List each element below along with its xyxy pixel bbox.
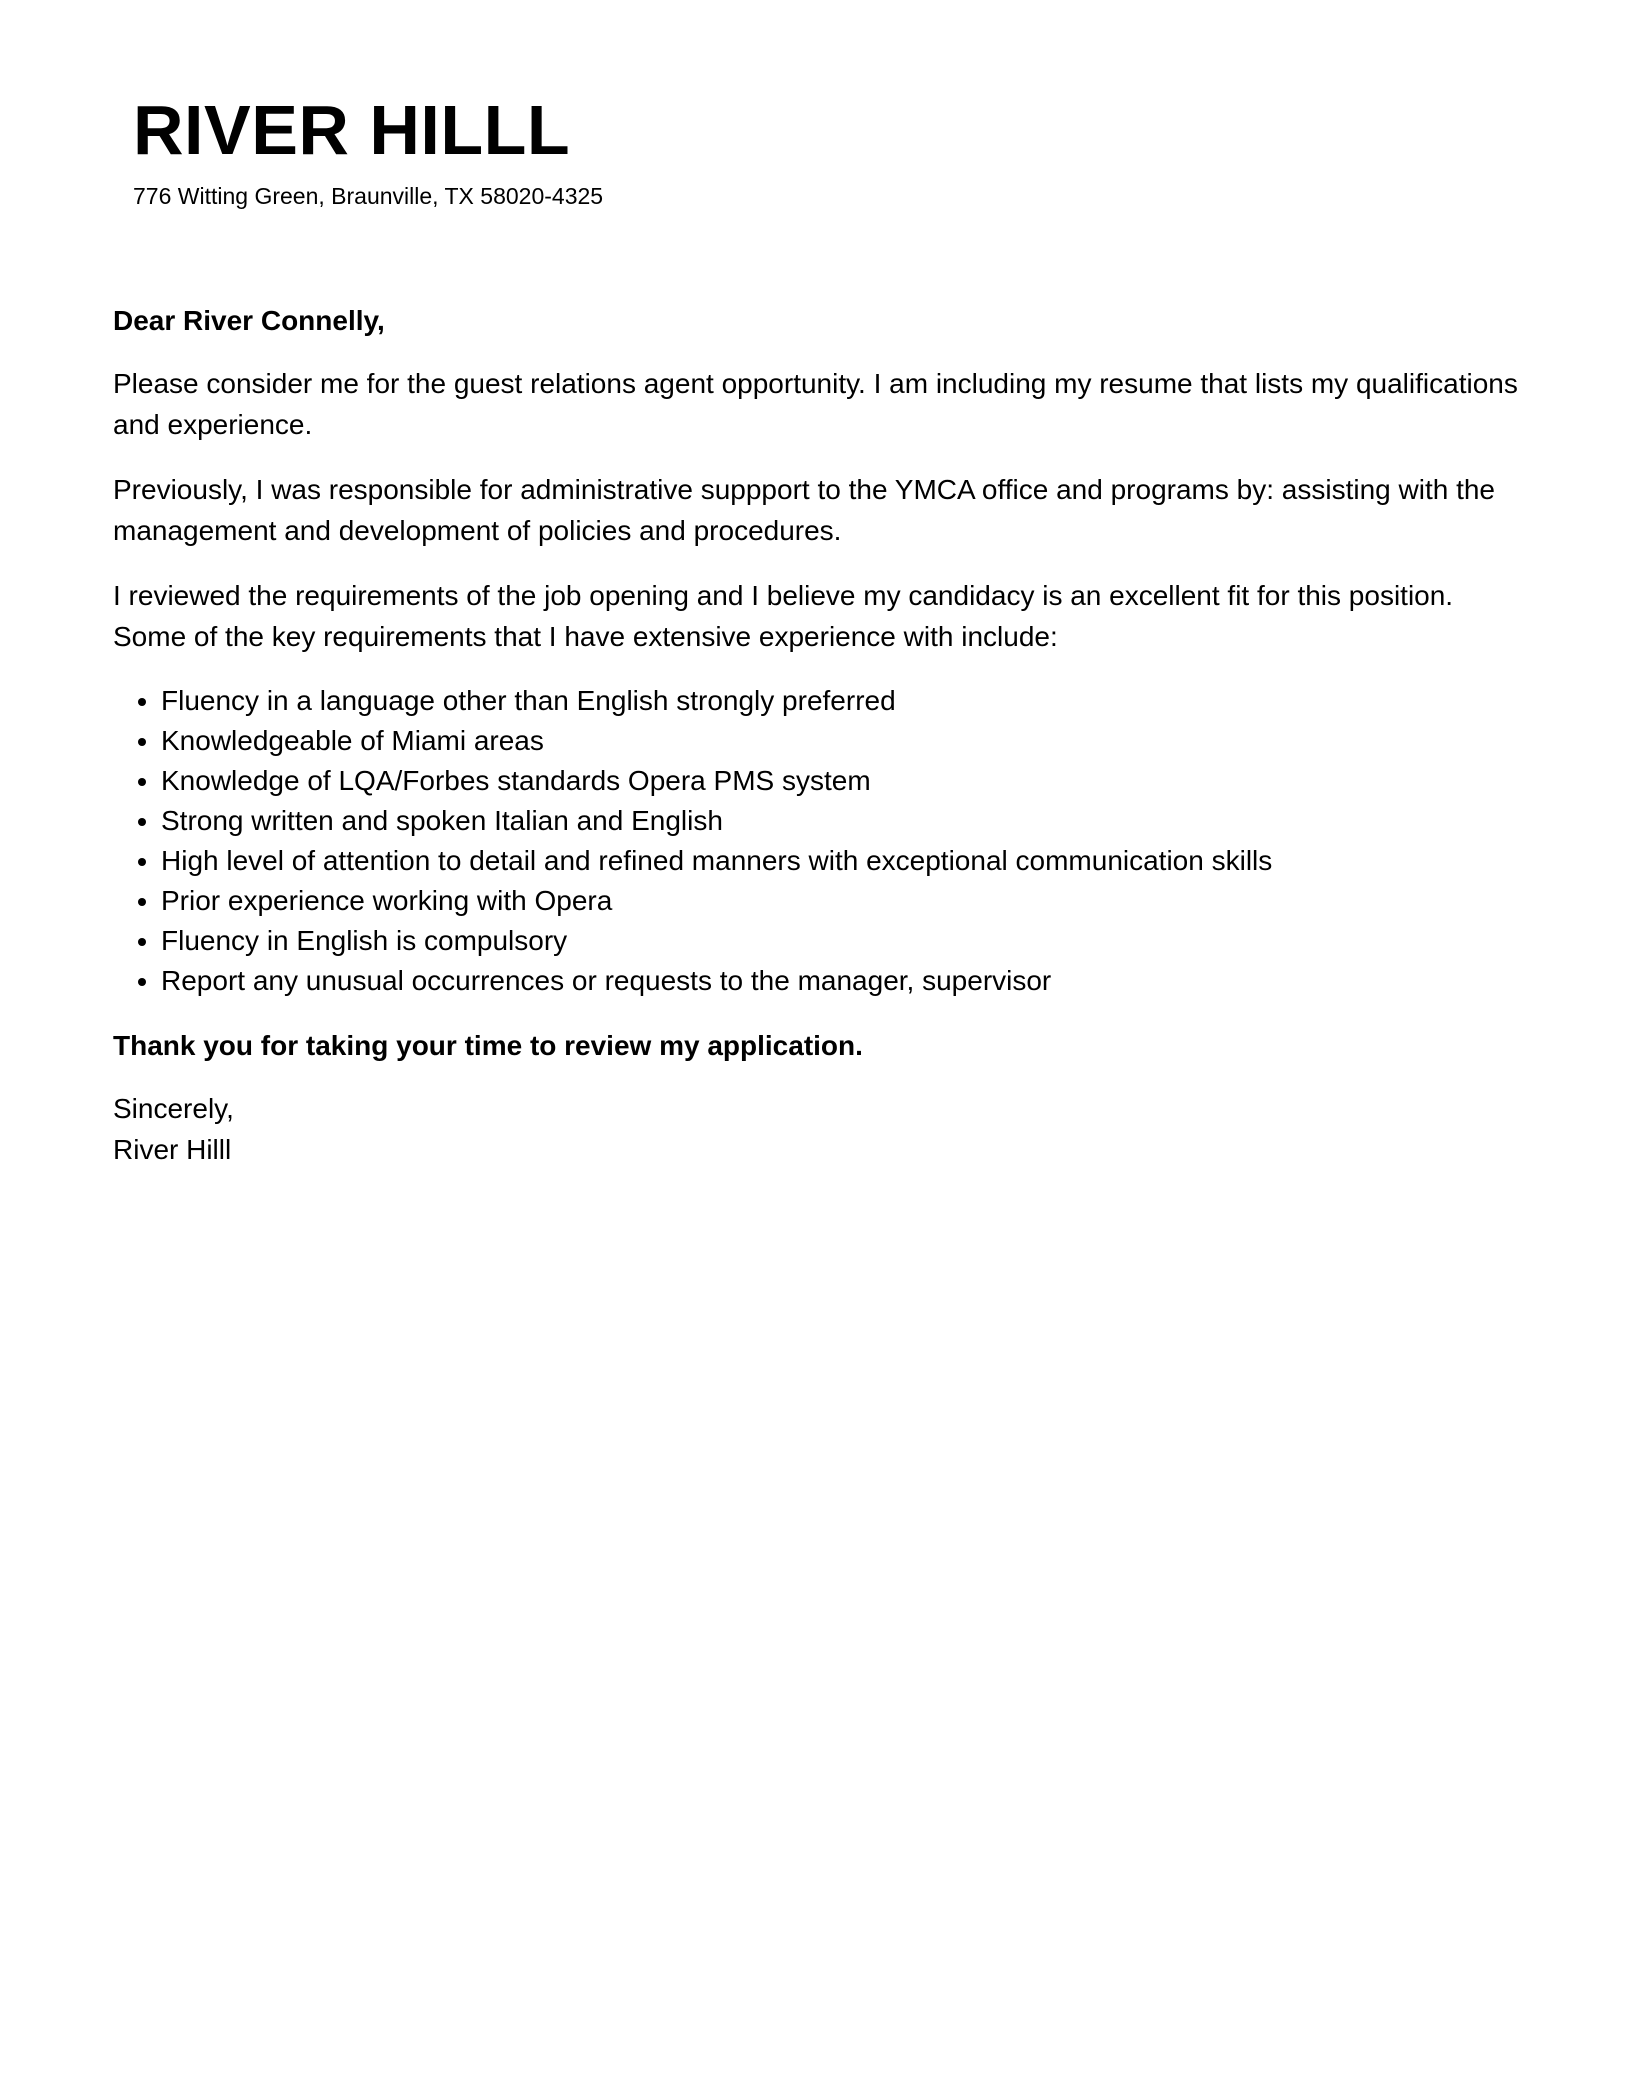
applicant-address: 776 Witting Green, Braunville, TX 58020-4325: [133, 183, 604, 209]
paragraph: I reviewed the requirements of the job opening and I believe my candidacy is an excellent fit for this position. Some of the key requirements that I have extensive experience with include:: [113, 580, 1454, 652]
signature: River Hilll: [113, 1134, 232, 1165]
paragraph: Previously, I was responsible for administrative suppport to the YMCA office and programs by: assisting with the management and development of policies and procedures.: [113, 474, 1495, 546]
list-item: • Report any unusual occurrences or requests to the manager, supervisor: [161, 961, 1533, 1001]
thank-you-line: Thank you for taking your time to review my application.: [113, 1030, 863, 1061]
list-item: • Fluency in English is compulsory: [161, 921, 1533, 961]
list-item: • Knowledge of LQA/Forbes standards Opera PMS system: [161, 761, 1533, 801]
list-item: • Knowledgeable of Miami areas: [161, 721, 1533, 761]
closing: Sincerely,: [113, 1093, 234, 1124]
paragraph: Please consider me for the guest relations agent opportunity. I am including my resume that lists my qualifications and experience.: [113, 368, 1518, 440]
requirements-list: [113, 681, 1533, 1001]
applicant-name: RIVER HILLL: [133, 91, 571, 169]
greeting: Dear River Connelly,: [113, 305, 385, 336]
list-item: • Strong written and spoken Italian and English: [161, 801, 1533, 841]
list-item: • Fluency in a language other than English strongly preferred: [161, 681, 1533, 721]
letter-body: [113, 300, 1533, 1170]
list-item: • Prior experience working with Opera: [161, 881, 1533, 921]
list-item: • High level of attention to detail and refined manners with exceptional communication skills: [161, 841, 1533, 881]
